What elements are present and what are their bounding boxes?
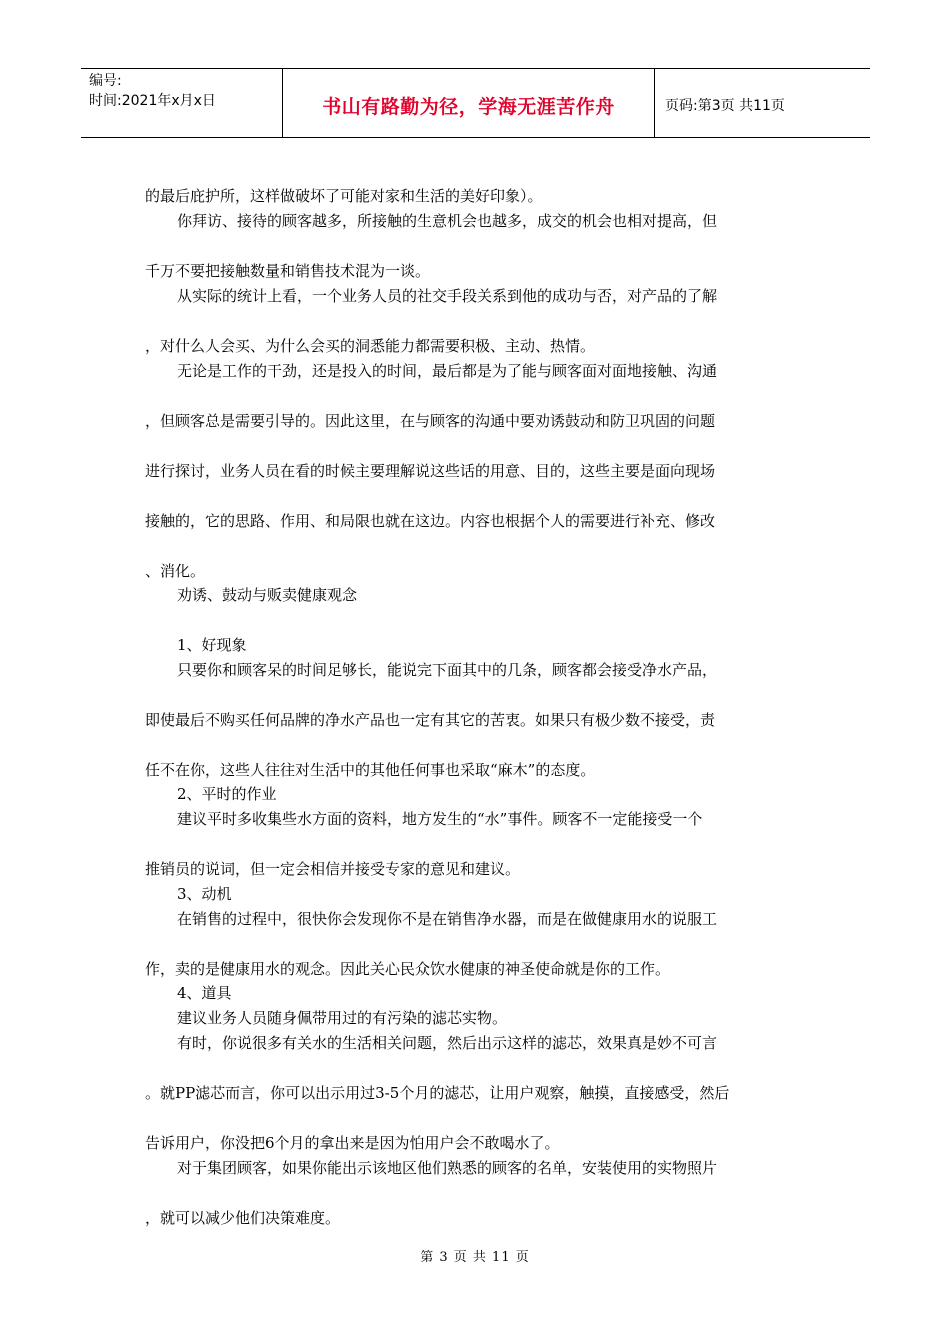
paragraph-line: 对于集团顾客，如果你能出示该地区他们熟悉的顾客的名单，安装使用的实物照片 — [177, 1159, 718, 1177]
date-label: 时间:2021年x月x日 — [89, 93, 216, 109]
paragraph-line: 接触的，它的思路、作用、和局限也就在这边。内容也根据个人的需要进行补充、修改 — [145, 512, 716, 530]
paragraph-line: 建议平时多收集些水方面的资料，地方发生的“水”事件。顾客不一定能接受一个 — [177, 810, 703, 828]
section-heading: 2、平时的作业 — [177, 785, 277, 803]
header-motto-cell — [283, 69, 655, 137]
section-heading: 3、动机 — [177, 885, 232, 903]
header-info-cell — [81, 69, 283, 137]
paragraph-line: 。就PP滤芯而言，你可以出示用过3-5个月的滤芯，让用户观察，触摸，直接感受，然后 — [145, 1084, 730, 1102]
paragraph-line: 建议业务人员随身佩带用过的有污染的滤芯实物。 — [177, 1009, 508, 1027]
page-footer: 第 3 页 共 11 页 — [420, 1250, 530, 1265]
paragraph-line: 作，卖的是健康用水的观念。因此关心民众饮水健康的神圣使命就是你的工作。 — [145, 960, 671, 978]
paragraph-line: ，对什么人会买、为什么会买的洞悉能力都需要积极、主动、热情。 — [145, 337, 596, 355]
header-page-cell — [655, 69, 870, 137]
paragraph-line: ，就可以减少他们决策难度。 — [145, 1209, 341, 1227]
section-heading: 劝诱、鼓动与贩卖健康观念 — [177, 586, 358, 604]
paragraph-line: 告诉用户，你没把6个月的拿出来是因为怕用户会不敢喝水了。 — [145, 1134, 560, 1152]
paragraph-line: 你拜访、接待的顾客越多，所接触的生意机会也越多，成交的机会也相对提高，但 — [177, 212, 718, 230]
paragraph-line: 无论是工作的干劲，还是投入的时间，最后都是为了能与顾客面对面地接触、沟通 — [177, 362, 718, 380]
paragraph-line: 从实际的统计上看，一个业务人员的社交手段关系到他的成功与否，对产品的了解 — [177, 287, 718, 305]
paragraph-line: 只要你和顾客呆的时间足够长，能说完下面其中的几条，顾客都会接受净水产品， — [177, 661, 718, 679]
paragraph-line: ，但顾客总是需要引导的。因此这里，在与顾客的沟通中要劝诱鼓动和防卫巩固的问题 — [145, 412, 716, 430]
motto: 书山有路勤为径，学海无涯苦作舟 — [322, 96, 615, 118]
paragraph-line: 推销员的说词，但一定会相信并接受专家的意见和建议。 — [145, 860, 521, 878]
paragraph-line: 千万不要把接触数量和销售技术混为一谈。 — [145, 262, 431, 280]
paragraph-line: 即使最后不购买任何品牌的净水产品也一定有其它的苦衷。如果只有极少数不接受，责 — [145, 711, 716, 729]
header-table — [81, 68, 870, 138]
paragraph-line: 的最后庇护所，这样做破坏了可能对家和生活的美好印象）。 — [145, 187, 543, 205]
paragraph-line: 、消化。 — [145, 562, 206, 580]
paragraph-line: 在销售的过程中，很快你会发现你不是在销售净水器，而是在做健康用水的说服工 — [177, 910, 718, 928]
section-heading: 4、道具 — [177, 984, 232, 1002]
paragraph-line: 任不在你，这些人往往对生活中的其他任何事也采取“麻木”的态度。 — [145, 761, 596, 779]
section-heading: 1、好现象 — [177, 636, 247, 654]
paragraph-line: 有时，你说很多有关水的生活相关问题，然后出示这样的滤芯，效果真是妙不可言 — [177, 1034, 718, 1052]
page-code: 页码:第3页 共11页 — [665, 98, 785, 114]
paragraph-line: 进行探讨，业务人员在看的时候主要理解说这些话的用意、目的，这些主要是面向现场 — [145, 462, 716, 480]
document-number-label: 编号: — [89, 73, 122, 89]
